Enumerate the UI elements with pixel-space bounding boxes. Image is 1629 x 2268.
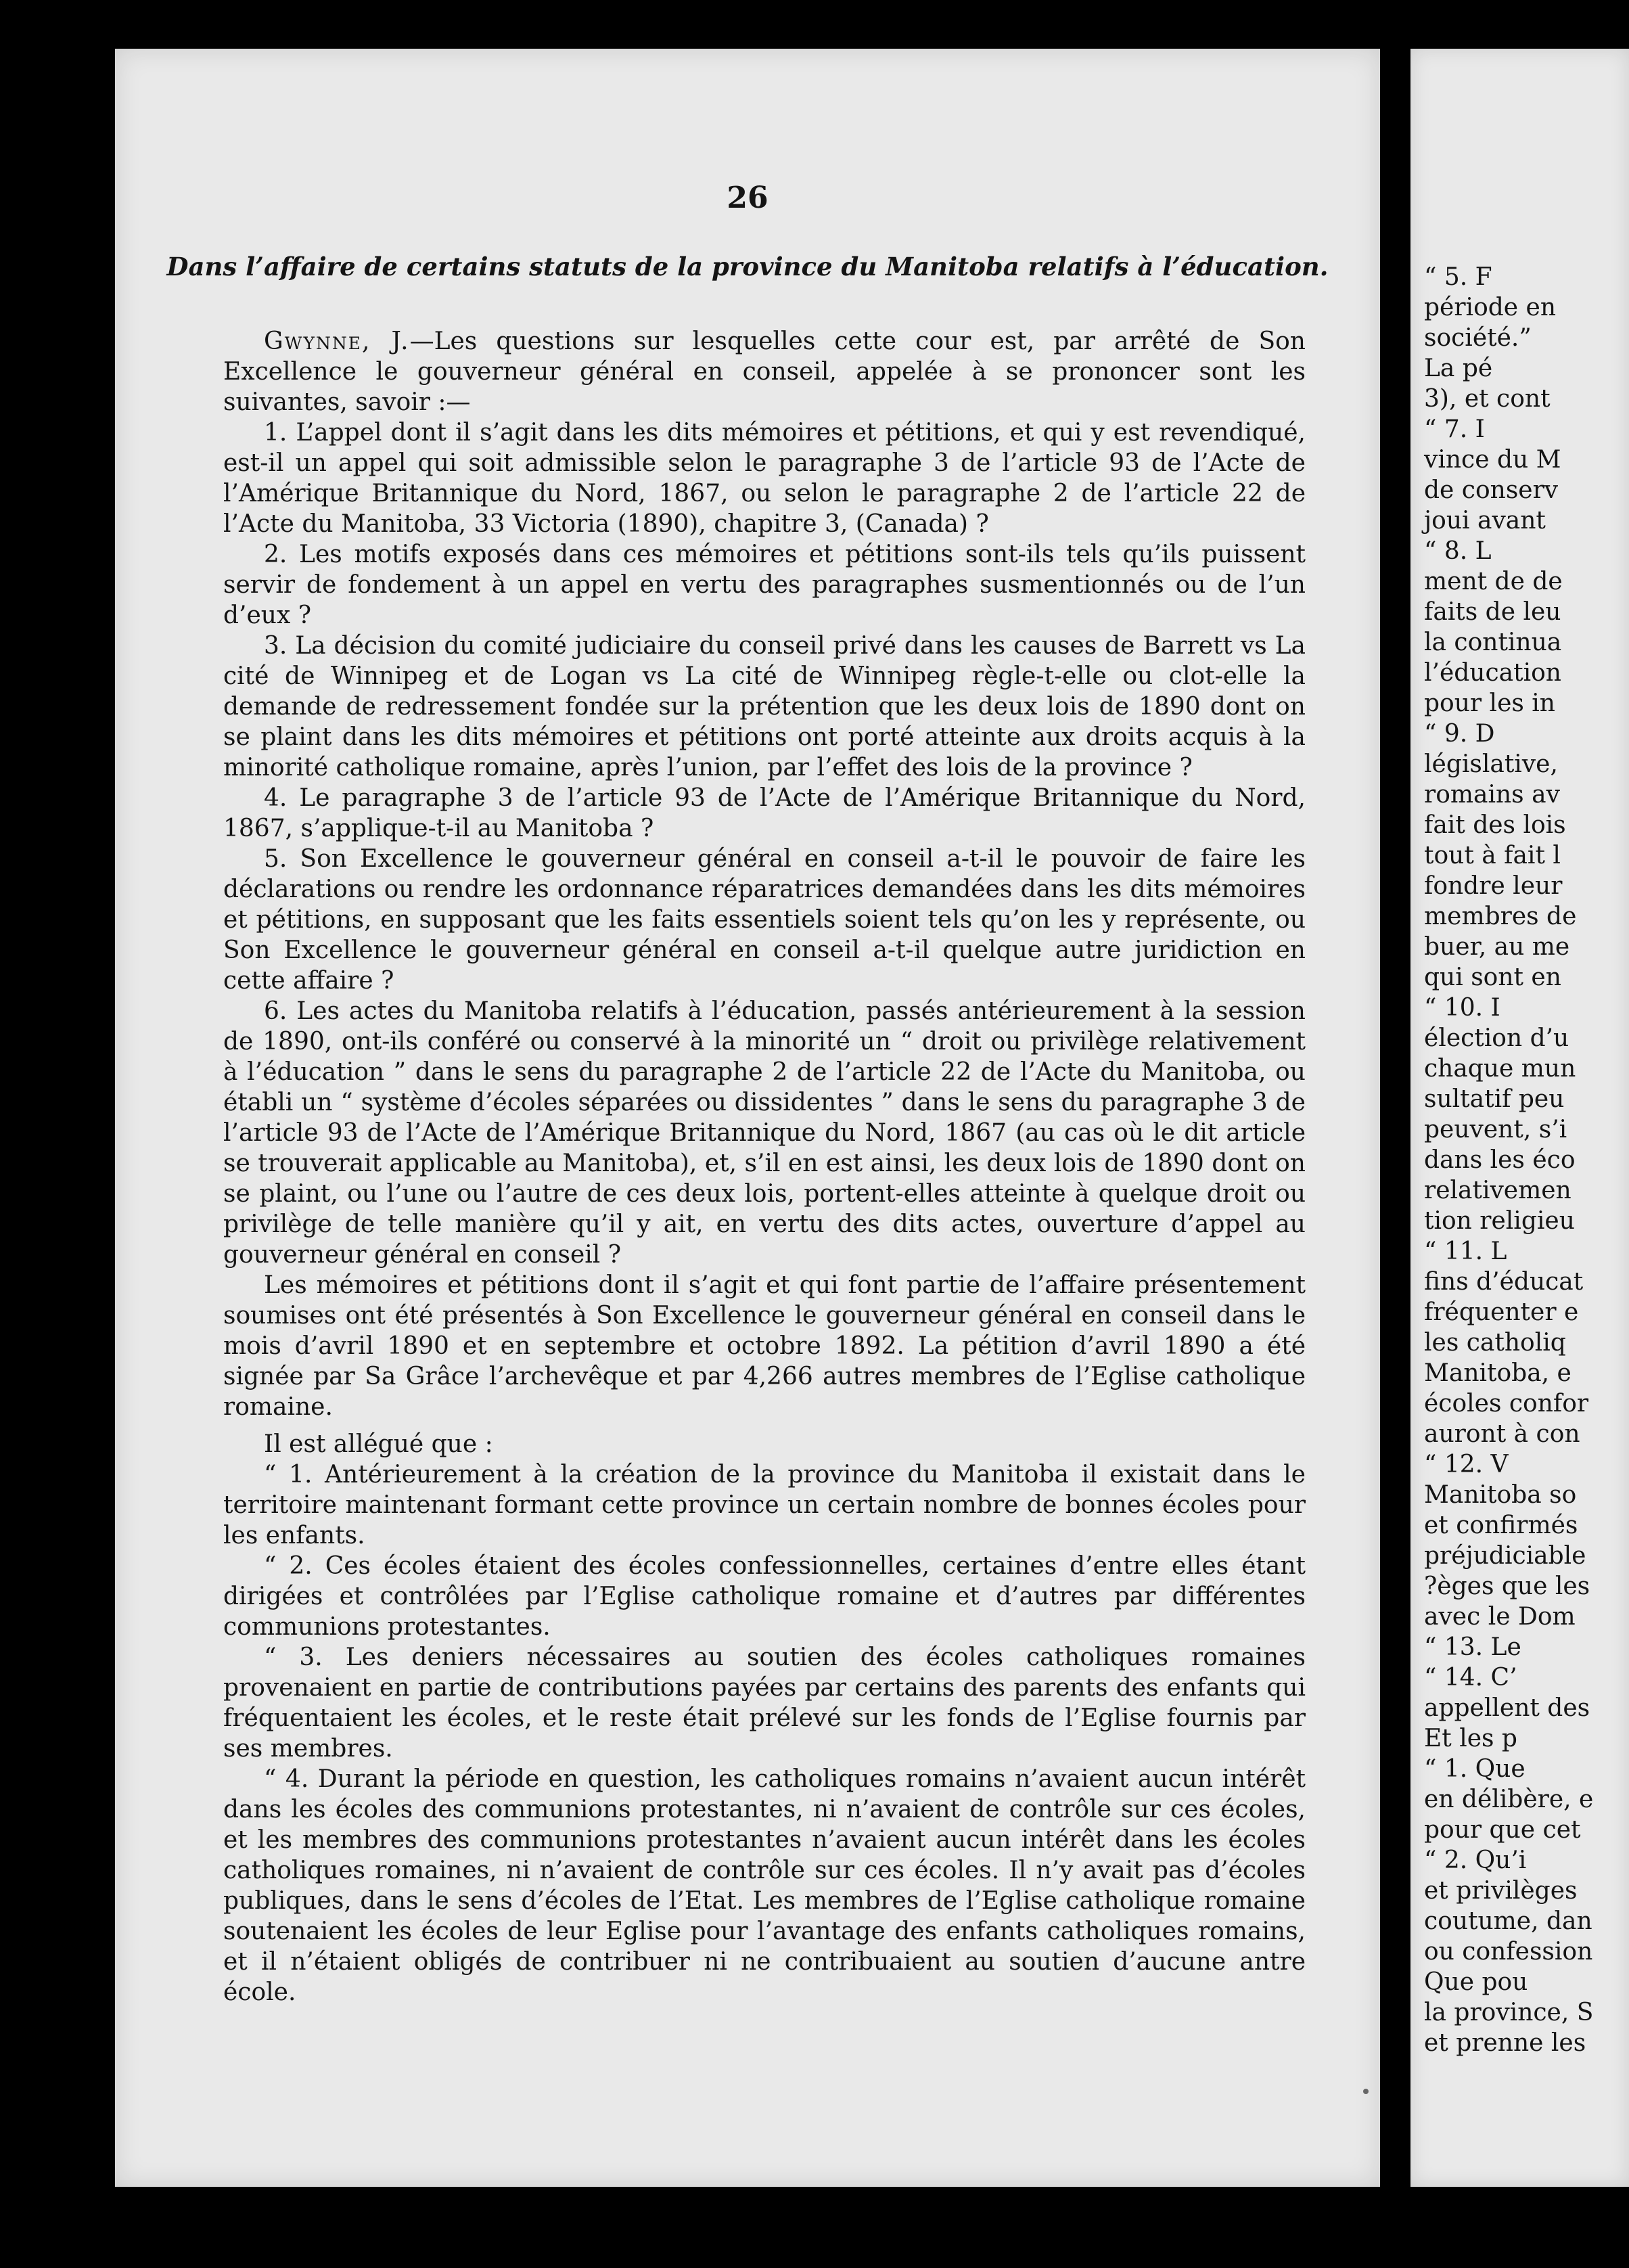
- right-page-line: pour les in: [1424, 689, 1555, 717]
- right-page-line: “ 13. Le: [1424, 1633, 1521, 1661]
- right-page-line: 3), et cont: [1424, 385, 1551, 413]
- right-page-line: fondre leur: [1424, 872, 1563, 900]
- speck-mark: [1363, 2089, 1369, 2094]
- intro-paragraph: [223, 326, 1306, 417]
- right-page-line: ?èges que les: [1424, 1572, 1590, 1600]
- right-page-line: Et les p: [1424, 1725, 1517, 1752]
- right-page-line: Que pou: [1424, 1968, 1528, 1996]
- right-page-line: ou confession: [1424, 1938, 1593, 1966]
- right-page-line: la province, S: [1424, 1999, 1594, 2026]
- memoires-paragraph: Les mémoires et pétitions dont il s’agit et qui font partie de l’affaire présentement soumises ont été présentés à Son Excellence le gouverneur général en conseil dans le mois d’avril 1890 et en septembre et octobre 1892. La pétition d’avril 1890 a été signée par Sa Grâce l’archevêque et par 4,266 autres membres de l’Eglise catholique romaine.: [223, 1271, 1306, 1421]
- right-page-line: membres de: [1424, 903, 1577, 930]
- right-page-line: qui sont en: [1424, 963, 1561, 991]
- right-page-line: appellent des: [1424, 1694, 1590, 1722]
- right-page-line: ment de de: [1424, 568, 1563, 595]
- question-5: 5. Son Excellence le gouverneur général en conseil a-t-il le pouvoir de faire les déclarations ou rendre les ordonnance réparatrices demandées dans les dits mémoires et pétitions, en supposant que les faits essentiels soient tels qu’on les y représente, ou Son Excellence le gouverneur général en conseil a-t-il quelque autre juridiction en cette affaire ?: [223, 845, 1306, 995]
- right-page-line: joui avant: [1424, 507, 1546, 535]
- question-1: 1. L’appel dont il s’agit dans les dits mémoires et pétitions, et qui y est revendiqué, est-il un appel qui soit admissible selon le paragraphe 3 de l’article 93 de l’Acte de l’Amérique Britannique du Nord, 1867, ou selon le paragraphe 2 de l’article 22 de l’Acte du Manitoba, 33 Victoria (1890), chapitre 3, (Canada) ?: [223, 419, 1306, 538]
- right-page-line: avec le Dom: [1424, 1603, 1576, 1631]
- question-2: 2. Les motifs exposés dans ces mémoires et pétitions sont-ils tels qu’ils puissent servir de fondement à un appel en vertu des paragraphes susmentionnés ou de l’un d’eux ?: [223, 541, 1306, 629]
- right-page-line: période en: [1424, 294, 1557, 321]
- page-number: 26: [727, 181, 768, 215]
- right-page-line: fréquenter e: [1424, 1298, 1579, 1326]
- right-page-line: “ 9. D: [1424, 720, 1495, 748]
- question-3: 3. La décision du comité judiciaire du conseil privé dans les causes de Barrett vs La cité de Winnipeg et de Logan vs La cité de Winnipeg règle-t-elle ou clot-elle la demande de redressement fondée sur la prétention que les deux lois de 1890 dont on se plaint dans les dits mémoires et pétitions ont porté atteinte aux droits acquis à la minorité catholique romaine, après l’union, par l’effet des lois de la province ?: [223, 632, 1306, 781]
- right-page-line: législative,: [1424, 750, 1558, 778]
- allegation-2: “ 2. Ces écoles étaient des écoles confessionnelles, certaines d’entre elles étant dirigées et contrôlées par l’Eglise catholique romaine et d’autres par différentes communions protestantes.: [223, 1552, 1306, 1641]
- right-page-line: “ 2. Qu’i: [1424, 1846, 1527, 1874]
- right-page: [1410, 49, 1629, 2187]
- right-page-line: Manitoba, e: [1424, 1359, 1571, 1387]
- right-page-line: “ 12. V: [1424, 1451, 1509, 1478]
- allegation-3: “ 3. Les deniers nécessaires au soutien des écoles catholiques romaines provenaient en partie de contributions payées par certains des parents des enfants qui fréquentaient les écoles, et le reste était prélevé sur les fonds de l’Eglise fournis par ses membres.: [223, 1643, 1306, 1763]
- right-page-line: et privilèges: [1424, 1877, 1578, 1905]
- right-page-line: auront à con: [1424, 1420, 1580, 1448]
- right-page-line: écoles confor: [1424, 1390, 1589, 1418]
- alleged-intro: Il est allégué que :: [264, 1430, 493, 1458]
- right-page-line: La pé: [1424, 355, 1493, 382]
- right-page-line: les catholiq: [1424, 1329, 1566, 1357]
- right-page-line: “ 8. L: [1424, 537, 1492, 565]
- question-4: 4. Le paragraphe 3 de l’article 93 de l’Acte de l’Amérique Britannique du Nord, 1867, s’applique-t-il au Manitoba ?: [223, 784, 1306, 842]
- left-page: [115, 49, 1380, 2187]
- right-page-line: buer, au me: [1424, 933, 1570, 961]
- right-page-line: relativemen: [1424, 1177, 1571, 1204]
- right-page-text: [1424, 262, 1629, 2058]
- right-page-line: coutume, dan: [1424, 1907, 1592, 1935]
- right-page-line: tion religieu: [1424, 1207, 1575, 1235]
- right-page-line: “ 14. C’: [1424, 1664, 1517, 1692]
- page-title: Dans l’affaire de certains statuts de la province du Manitoba relatifs à l’éducation.: [166, 252, 1329, 281]
- intro-text: —Les questions sur lesquelles cette cour est, par arrêté de Son Excellence le gouverneur général en conseil, appelée à se prononcer sont les suivantes, savoir :—: [223, 327, 1306, 416]
- right-page-line: “ 5. F: [1424, 263, 1492, 291]
- right-page-line: “ 11. L: [1424, 1238, 1507, 1265]
- right-page-line: “ 7. I: [1424, 415, 1485, 443]
- question-6: 6. Les actes du Manitoba relatifs à l’éducation, passés antérieurement à la session de 1890, ont-ils conféré ou conservé à la minorité un “ droit ou privilège relativement à l’éducation ” dans le sens du paragraphe 2 de l’article 22 de l’Acte du Manitoba, ou établi un “ système d’écoles séparées ou dissidentes ” dans le sens du paragraphe 3 de l’article 93 de l’Acte de l’Amérique Britannique du Nord, 1867 (au cas où le dit article se trouverait applicable au Manitoba), et, s’il en est ainsi, les deux lois de 1890 dont on se plaint, ou l’une ou l’autre de ces deux lois, portent-elles atteinte à quelque droit ou privilège de telle manière qu’il y ait, en vertu des dits actes, ouverture d’appel au gouverneur général en conseil ?: [223, 997, 1306, 1269]
- right-page-line: vince du M: [1424, 446, 1561, 474]
- right-page-line: “ 1. Que: [1424, 1755, 1525, 1783]
- right-page-line: “ 10. I: [1424, 994, 1500, 1022]
- right-page-line: préjudiciable: [1424, 1542, 1586, 1570]
- right-page-line: sultatif peu: [1424, 1085, 1565, 1113]
- right-page-line: fins d’éducat: [1424, 1268, 1584, 1296]
- right-page-line: l’éducation: [1424, 659, 1561, 687]
- right-page-line: et confirmés: [1424, 1512, 1578, 1539]
- right-page-line: en délibère, e: [1424, 1786, 1594, 1813]
- right-page-line: de conserv: [1424, 476, 1559, 504]
- right-page-line: la continua: [1424, 629, 1562, 656]
- right-page-line: peuvent, s’i: [1424, 1116, 1567, 1143]
- right-page-line: société.”: [1424, 324, 1532, 352]
- speaker-name: Gwynne, J.: [264, 327, 410, 355]
- right-page-line: fait des lois: [1424, 811, 1566, 839]
- right-page-line: et prenne les: [1424, 2029, 1586, 2057]
- right-page-line: tout à fait l: [1424, 842, 1561, 869]
- body-text: [223, 326, 1306, 2008]
- right-page-line: Manitoba so: [1424, 1481, 1577, 1509]
- right-page-line: dans les éco: [1424, 1146, 1576, 1174]
- right-page-line: chaque mun: [1424, 1055, 1576, 1083]
- right-page-line: romains av: [1424, 781, 1560, 809]
- right-page-line: élection d’u: [1424, 1024, 1569, 1052]
- right-page-line: pour que cet: [1424, 1816, 1581, 1844]
- allegation-1: “ 1. Antérieurement à la création de la province du Manitoba il existait dans le territoire maintenant formant cette province un certain nombre de bonnes écoles pour les enfants.: [223, 1461, 1306, 1549]
- right-page-line: faits de leu: [1424, 598, 1561, 626]
- allegation-4: “ 4. Durant la période en question, les catholiques romains n’avaient aucun intérêt dans les écoles des communions protestantes, ni n’avaient de contrôle sur ces écoles, et les membres des communions protestantes n’avaient aucun intérêt dans les écoles catholiques romaines, ni n’avaient de contrôle sur ces écoles. Il n’y avait pas d’écoles publiques, dans le sens d’écoles de l’Etat. Les membres de l’Eglise catholique romaine soutenaient les écoles de leur Eglise pour l’avantage des enfants catholiques romains, et il n’étaient obligés de contribuer ni ne contribuaient au soutien d’aucune antre école.: [223, 1765, 1306, 2006]
